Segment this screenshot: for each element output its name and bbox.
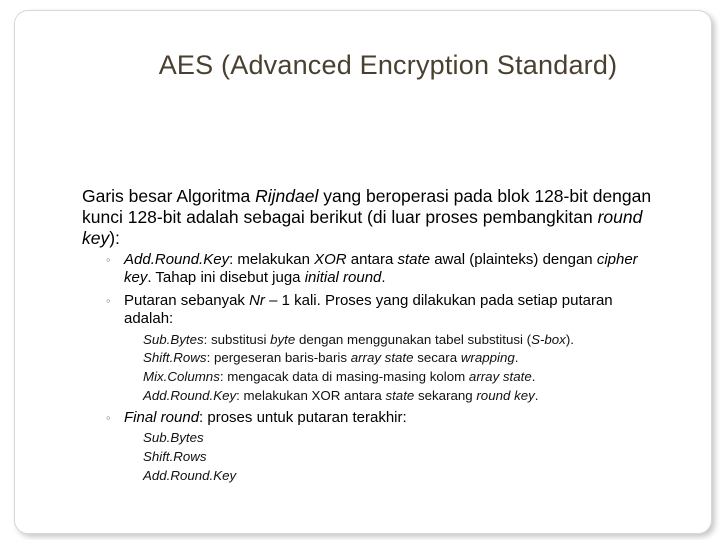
final-step-label: Add.Round.Key	[143, 468, 237, 483]
step-em-3: round key	[476, 388, 535, 403]
final-step-label: Sub.Bytes	[143, 430, 204, 445]
round-step-add-round-key	[127, 387, 538, 404]
step-text-1: : melakukan XOR antara	[236, 388, 386, 403]
intro-text-3: ):	[109, 228, 120, 248]
step-em-2: array state	[350, 350, 414, 365]
ark-em-1: Add.Round.Key	[124, 251, 230, 268]
step-text-1: : substitusi	[203, 332, 271, 347]
add-round-key-item	[106, 251, 664, 287]
ark-em-5: initial round	[304, 269, 382, 286]
step-text-3: ).	[565, 332, 574, 347]
intro-text-2: yang beroperasi pada blok 128-bit dengan kunci 128-bit adalah sebagai berikut (di luar proses pembangkitan	[82, 186, 652, 227]
final-em-1: Final round	[124, 409, 200, 426]
step-em-3: S-box	[531, 332, 566, 347]
ark-em-2: XOR	[314, 251, 347, 268]
rounds-text-2: – 1 kali. Proses yang dilakukan pada setiap putaran adalah:	[124, 292, 613, 327]
ark-text-5: .	[381, 269, 386, 286]
step-text-1: : pergeseran baris-baris	[206, 350, 351, 365]
rounds-em-1: Nr	[249, 292, 265, 309]
slide-title: AES (Advanced Encryption Standard)	[158, 50, 618, 80]
step-em-2: array state	[468, 369, 532, 384]
intro-text-1: Garis besar Algoritma	[82, 186, 256, 206]
step-em-1: Add.Round.Key	[143, 388, 237, 403]
round-step-sub-bytes	[127, 331, 574, 348]
step-text-2: .	[531, 369, 536, 384]
ark-em-3: state	[397, 251, 431, 268]
ark-text-3: awal (plainteks) dengan	[430, 251, 597, 268]
round-step-mix-columns	[127, 368, 535, 385]
step-em-3: wrapping	[460, 350, 515, 365]
rounds-item	[106, 292, 664, 328]
final-text-1: : proses untuk putaran terakhir:	[199, 409, 407, 426]
ark-text-1: : melakukan	[229, 251, 315, 268]
step-text-2: dengan menggunakan tabel substitusi (	[295, 332, 532, 347]
intro-em-1: Rijndael	[255, 186, 319, 206]
step-em-1: Mix.Columns	[143, 369, 220, 384]
level2-bullet-icon: ◦	[106, 293, 111, 308]
final-step-add-round-key	[127, 467, 236, 484]
ark-text-2: antara	[346, 251, 398, 268]
round-step-shift-rows	[127, 349, 519, 366]
step-text-3: .	[534, 388, 539, 403]
step-em-2: byte	[270, 332, 296, 347]
ark-em-4: cipher key	[124, 251, 638, 286]
final-step-label: Shift.Rows	[143, 449, 207, 464]
intro-paragraph	[82, 186, 672, 249]
level2-bullet-icon: ◦	[106, 410, 111, 425]
step-em-1: Sub.Bytes	[143, 332, 204, 347]
step-text-1: : mengacak data di masing-masing kolom	[219, 369, 469, 384]
final-step-shift-rows	[127, 448, 207, 465]
step-text-3: .	[514, 350, 519, 365]
intro-em-2: round key	[82, 207, 643, 248]
rounds-text-1: Putaran sebanyak	[124, 292, 250, 309]
step-text-2: sekarang	[414, 388, 477, 403]
level2-bullet-icon: ◦	[106, 252, 111, 267]
final-step-sub-bytes	[127, 429, 204, 446]
step-em-1: Shift.Rows	[143, 350, 207, 365]
ark-text-4: . Tahap ini disebut juga	[147, 269, 305, 286]
step-text-2: secara	[413, 350, 461, 365]
step-em-2: state	[385, 388, 415, 403]
final-round-item	[106, 409, 664, 427]
